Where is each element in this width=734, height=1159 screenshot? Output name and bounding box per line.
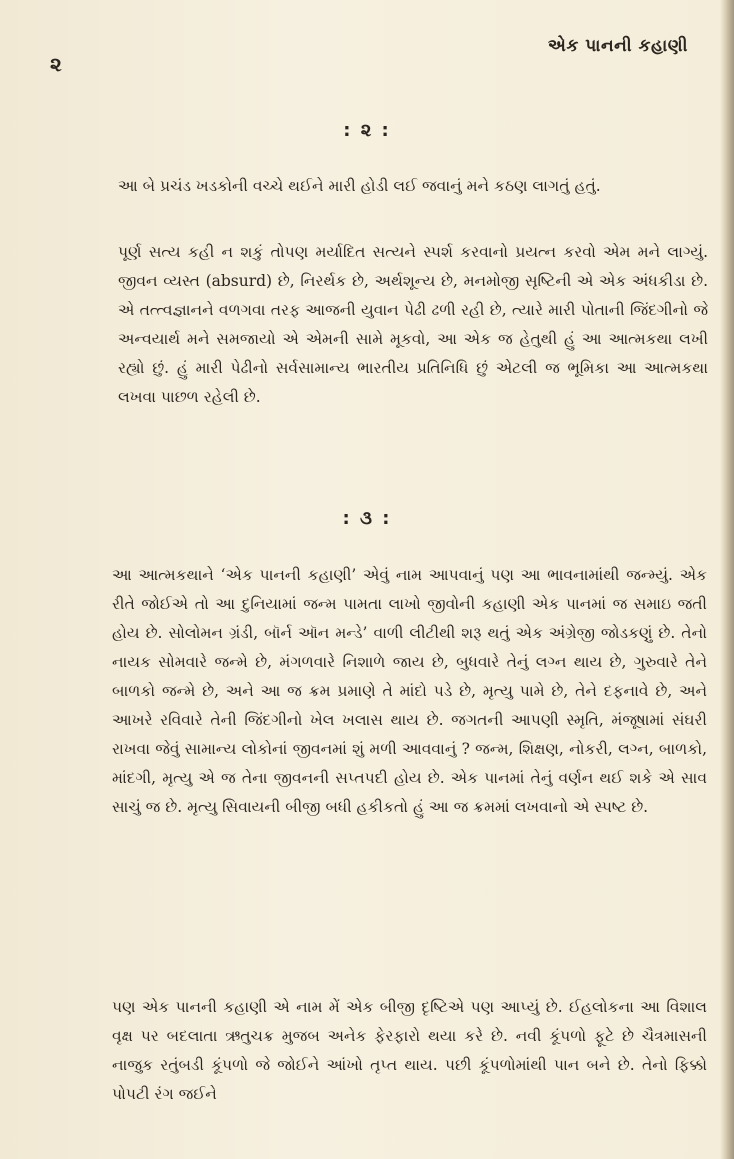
paragraph: આ આત્મકથાને ‘એક પાનની કહાણી’ એવું નામ આપવાનું પણ આ ભાવનામાંથી જન્મ્યું. એક રીતે જોઈએ તો આ દુનિયામાં જન્મ પામતા લાખો જીવોની કહાણી એક પાનમાં જ સમાઇ જતી હોય છે. સોલોમન ગ્રંડી, બૉર્ન ઑન મન્ડે’ વાળી લીટીથી શરૂ થતું એક અંગ્રેજી જોડકણું છે. તેનો નાયક સોમવારે જન્મે છે, મંગળવારે નિશાળે જાય છે, બુધવારે તેનું લગ્ન થાય છે, ગુરુવારે તેને બાળકો જન્મે છે, અને આ જ ક્રમ પ્રમાણે તે માંદો પડે છે, મૃત્યુ પામે છે, તેને દફનાવે છે, અને આખરે રવિવારે તેની જિંદગીનો ખેલ ખલાસ થાય છે. જગતની આપણી સ્મૃતિ, મંજૂષામાં સંઘરી રાખવા જેવું સામાન્ય લોકોનાં જીવનમાં શું મળી આવવાનું ? જન્મ, શિક્ષણ, નોકરી, લગ્ન, બાળકો, માંદગી, મૃત્યુ એ જ તેના જીવનની સપ્તપદી હોય છે. એક પાનમાં તેનું વર્ણન થઈ શકે એ સાવ સાચું જ છે. મૃત્યુ સિવાયની બીજી બધી હકીકતો હું આ જ ક્રમમાં લખવાનો એ સ્પષ્ટ છે. <box>112 566 707 816</box>
running-title: એક પાનની કહાણી <box>547 36 688 56</box>
section-number-3: : ૩ : <box>342 508 392 529</box>
section-number-2: : ૨ : <box>343 120 391 141</box>
paragraph: પૂર્ણ સત્ય કહી ન શકું તોપણ મર્યાદિત સત્યને સ્પર્શ કરવાનો પ્રયત્ન કરવો એમ મને લાગ્યું. જીવન વ્યસ્ત (absurd) છે, નિરર્થક છે, અર્થશૂન્ય છે, મનમોજી સૃષ્ટિની એ એક અંધકીડા છે. એ તત્ત્વજ્ઞાનને વળગવા તરફ આજની યુવાન પેઢી ઢળી રહી છે, ત્યારે મારી પોતાની જિંદગીનો જે અન્વયાર્થ મને સમજાયો એ એમની સામે મૂકવો, આ એક જ હેતુથી હું આ આત્મકથા લખી રહ્યો છું. હું મારી પેઢીનો સર્વસામાન્ય ભારતીય પ્રતિનિધિ છું એટલી જ ભૂમિકા આ આત્મકથા લખવા પાછળ રહેલી છે. <box>118 243 708 406</box>
paragraph: આ બે પ્રચંડ ખડકોની વચ્ચે થઈને મારી હોડી લઈ જવાનું મને કઠણ લાગતું હતું. <box>118 177 601 195</box>
page-edge-shadow <box>720 0 734 1159</box>
page-number: ૨ <box>50 52 62 76</box>
paragraph: પણ એક પાનની કહાણી એ નામ મેં એક બીજી દૃષ્ટિએ પણ આપ્યું છે. ઈહલોકના આ વિશાલ વૃક્ષ પર બદલાતા ઋતુચક્ર મુજબ અનેક ફેરફારો થયા કરે છે. નવી કૂંપળો ફૂટે છે ચૈત્રમાસની નાજુક રતુંબડી કૂંપળો જે જોઈને આંખો તૃપ્ત થાય. પછી કૂંપળોમાંથી પાન બને છે. તેનો ફિક્કો પોપટી રંગ જઈને <box>112 998 707 1103</box>
